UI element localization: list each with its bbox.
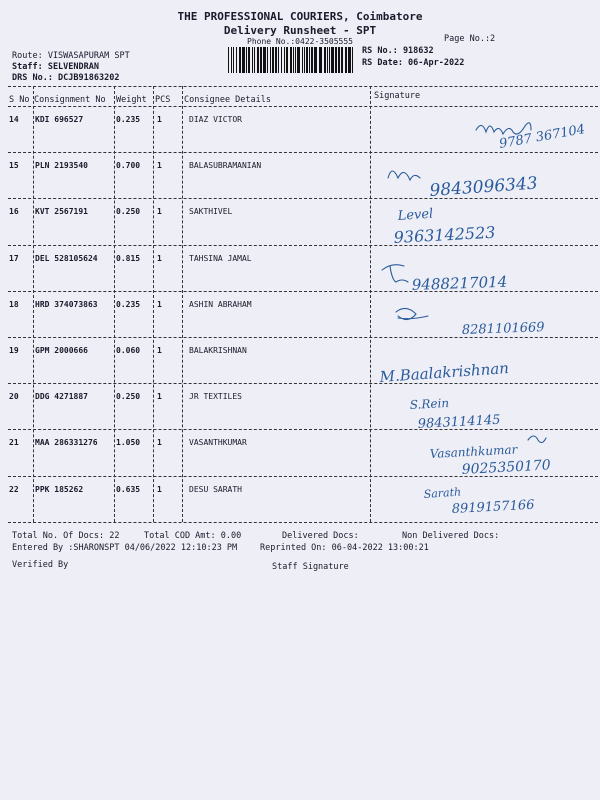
row-rule — [8, 429, 598, 430]
row-pcs: 1 — [157, 392, 162, 402]
row-weight: 0.060 — [116, 346, 141, 355]
barcode-bar — [233, 47, 234, 73]
signature-name: Sarath — [423, 485, 462, 501]
barcode-bar — [248, 47, 250, 73]
col-header-pcs: PCS — [155, 95, 171, 105]
barcode-bar — [242, 47, 245, 73]
barcode-bar — [239, 47, 241, 73]
barcode-bar — [272, 47, 274, 73]
barcode-bar — [306, 47, 308, 73]
row-sno: 14 — [9, 115, 19, 124]
signature-scribble — [396, 308, 428, 319]
barcode-bar — [297, 47, 300, 73]
row-rule — [8, 198, 598, 199]
row-rule — [8, 383, 598, 384]
barcode-bar — [309, 47, 310, 73]
entered-by: Entered By :SHARONSPT 04/06/2022 12:10:23 PM — [12, 543, 238, 553]
signature-phone: 8281101669 — [461, 320, 545, 338]
row-sno: 15 — [9, 161, 19, 171]
barcode-bar — [284, 47, 285, 73]
company-name: THE PROFESSIONAL COURIERS, Coimbatore — [177, 10, 423, 23]
row-sno: 16 — [9, 207, 19, 217]
staff-label: Staff: SELVENDRAN — [12, 62, 99, 72]
row-rule — [8, 476, 598, 477]
row-consignment-no: DDG 4271887 — [35, 392, 88, 402]
delivered-docs: Delivered Docs: — [282, 531, 359, 541]
row-consignee: ASHIN ABRAHAM — [189, 299, 252, 309]
row-rule — [8, 245, 598, 246]
signature-name: M.Baalakrishnan — [379, 359, 510, 386]
row-consignee: VASANTHKUMAR — [189, 438, 247, 448]
barcode-bar — [324, 47, 326, 73]
row-pcs: 1 — [157, 299, 162, 309]
reprinted-on: Reprinted On: 06-04-2022 13:00:21 — [260, 543, 429, 553]
non-delivered-docs: Non Delivered Docs: — [402, 531, 500, 541]
barcode-bar — [278, 47, 279, 73]
row-weight: 0.700 — [116, 161, 141, 171]
signature-name: S.Rein — [409, 395, 450, 412]
route-label: Route: VISWASAPURAM SPT — [12, 51, 130, 61]
barcode-bar — [263, 47, 266, 73]
barcode-image — [228, 47, 356, 73]
staff-signature: Staff Signature — [272, 562, 349, 572]
row-consignee: DIAZ VICTOR — [189, 115, 242, 124]
signature-scribble — [476, 123, 531, 134]
sheet-title: Delivery Runsheet - SPT — [223, 24, 377, 37]
row-consignment-no: PLN 2193540 — [35, 161, 88, 171]
barcode-bar — [327, 47, 328, 73]
table-top-rule — [8, 86, 598, 87]
col-header-signature: Signature — [374, 91, 421, 101]
row-weight: 0.235 — [116, 299, 141, 309]
signature-scribble — [528, 436, 546, 443]
signature-phone: 9025350170 — [461, 457, 552, 478]
barcode-bar — [267, 47, 268, 73]
row-consignee: SAKTHIVEL — [189, 207, 233, 217]
phone-number: Phone No.:0422-3505555 — [247, 37, 353, 46]
barcode-bar — [329, 47, 330, 73]
row-sno: 17 — [9, 253, 19, 263]
row-consignment-no: HRD 374073863 — [35, 299, 98, 309]
row-pcs: 1 — [157, 253, 162, 263]
barcode-bar — [295, 47, 296, 73]
table-bottom-rule — [8, 522, 598, 523]
row-consignee: DESU SARATH — [189, 484, 242, 494]
col-header-consignee: Consignee Details — [184, 95, 271, 105]
barcode-bar — [254, 47, 255, 73]
row-pcs: 1 — [157, 207, 162, 217]
row-consignment-no: GPM 2000666 — [35, 346, 88, 355]
row-rule — [8, 291, 598, 292]
barcode-bar — [275, 47, 277, 73]
signature-phone: 8919157166 — [451, 497, 535, 517]
col-header-consignment: Consignment No — [34, 95, 106, 105]
row-consignee: TAHSINA JAMAL — [189, 253, 252, 263]
barcode-bar — [236, 47, 237, 73]
row-pcs: 1 — [157, 161, 162, 171]
row-sno: 22 — [9, 484, 19, 494]
signature-phone: 9843114145 — [417, 412, 501, 432]
barcode-bar — [345, 47, 347, 73]
row-consignee: BALAKRISHNAN — [189, 346, 247, 355]
barcode-bar — [352, 47, 353, 73]
barcode-bar — [341, 47, 343, 73]
barcode-bar — [319, 47, 322, 73]
row-weight: 0.250 — [116, 392, 141, 402]
barcode-bar — [270, 47, 271, 73]
barcode-bar — [331, 47, 334, 73]
row-consignment-no: MAA 286331276 — [35, 438, 98, 448]
barcode-bar — [252, 47, 253, 73]
barcode-bar — [281, 47, 282, 73]
barcode-bar — [302, 47, 303, 73]
row-sno: 21 — [9, 438, 19, 448]
row-rule — [8, 152, 598, 153]
signature-name: Vasanthkumar — [429, 442, 518, 461]
col-header-sno: S No — [9, 95, 30, 105]
drs-number: DRS No.: DCJB91863202 — [12, 73, 120, 83]
barcode-bar — [260, 47, 262, 73]
row-weight: 1.050 — [116, 438, 141, 448]
barcode-bar — [231, 47, 232, 73]
barcode-bar — [286, 47, 288, 73]
row-weight: 0.635 — [116, 484, 141, 494]
row-sno: 19 — [9, 346, 19, 355]
barcode-bar — [290, 47, 292, 73]
barcode-bar — [246, 47, 247, 73]
row-pcs: 1 — [157, 115, 162, 124]
barcode-bar — [304, 47, 305, 73]
row-consignee: JR TEXTILES — [189, 392, 242, 402]
signature-scribble — [382, 265, 408, 282]
row-consignment-no: KDI 696527 — [35, 115, 84, 124]
barcode-bar — [257, 47, 259, 73]
barcode-bar — [348, 47, 351, 73]
row-weight: 0.235 — [116, 115, 141, 124]
total-docs: Total No. Of Docs: 22 — [12, 531, 120, 541]
barcode-bar — [228, 47, 229, 73]
signature-phone: 9787 367104 — [498, 122, 587, 152]
row-rule — [8, 337, 598, 338]
header-rule — [8, 106, 598, 107]
barcode-bar — [293, 47, 294, 73]
row-consignment-no: PPK 185262 — [35, 484, 84, 494]
signature-phone: 9843096343 — [428, 173, 539, 201]
barcode-bar — [335, 47, 337, 73]
page-number: Page No.:2 — [444, 34, 496, 44]
verified-by: Verified By — [12, 560, 69, 570]
row-pcs: 1 — [157, 346, 162, 355]
row-pcs: 1 — [157, 438, 162, 448]
rs-number: RS No.: 918632 — [362, 46, 434, 56]
row-weight: 0.250 — [116, 207, 141, 217]
row-sno: 18 — [9, 299, 19, 309]
barcode-bar — [338, 47, 340, 73]
row-consignment-no: DEL 528105624 — [35, 253, 98, 263]
signature-phone: 9363142523 — [393, 222, 496, 247]
col-header-weight: Weight — [116, 95, 147, 105]
barcode-bar — [311, 47, 313, 73]
row-pcs: 1 — [157, 484, 162, 494]
rs-date: RS Date: 06-Apr-2022 — [362, 58, 465, 68]
row-consignment-no: KVT 2567191 — [35, 207, 88, 217]
signature-scribble — [388, 171, 420, 180]
signature-name: Level — [397, 206, 434, 224]
barcode-bar — [314, 47, 317, 73]
total-cod: Total COD Amt: 0.00 — [144, 531, 242, 541]
row-consignee: BALASUBRAMANIAN — [189, 161, 262, 171]
signature-phone: 9488217014 — [411, 272, 508, 294]
row-sno: 20 — [9, 392, 19, 402]
row-weight: 0.815 — [116, 253, 141, 263]
